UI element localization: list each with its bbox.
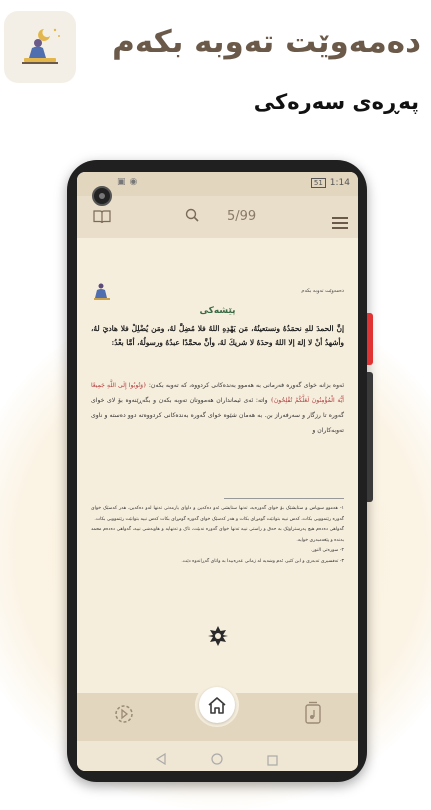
home-button[interactable] xyxy=(199,687,235,723)
screen-subtitle: پەڕەی سەرەکی xyxy=(253,90,419,114)
status-time: 1:14 xyxy=(329,178,350,188)
home-button-container xyxy=(195,683,239,727)
phone-power-button xyxy=(367,313,373,365)
system-navigation-bar xyxy=(77,741,358,771)
praying-person-icon xyxy=(14,21,66,73)
record-icon: ◉ xyxy=(129,177,138,187)
system-home-icon[interactable] xyxy=(211,750,223,769)
prayer-figure-icon xyxy=(93,282,111,306)
body-paragraph-1: ئەوە بزانە خوای گەورە فەرمانی بە هەموو بەندەکانی کردووە، کە تەوبە بکەن: xyxy=(148,382,345,389)
bottom-navigation xyxy=(77,693,358,741)
phone-volume-button xyxy=(367,372,373,502)
reader-toolbar xyxy=(77,196,358,238)
settings-icon[interactable] xyxy=(113,703,135,729)
home-icon xyxy=(207,696,227,714)
footnote: ٣- تەفسیری تەبەری و ابن کثیر، ئەم وشەیە لە زمانی عەرەبیدا بە واتای گەڕانەوە دێت. xyxy=(181,558,344,564)
phone-screen xyxy=(77,172,358,771)
app-title: دەمەوێت تەوبە بکەم xyxy=(112,24,421,60)
footnotes xyxy=(91,504,344,567)
book-page xyxy=(77,238,358,693)
status-notification-icons xyxy=(117,177,137,187)
footnote-divider xyxy=(224,498,344,499)
footnote: ١- هەموو سوپاس و ستایشێک بۆ خوای گەورەیە، تەنها ستایشی ئەو دەکەین و داوای یارمەتی تەنها لەو دەکەین، هەر کەسێک خوای گەورە رێنموویی بکات، کەس نییە بتوانێت گومڕای بکات و هەر کەسێک خوای گەورە گومڕای بکات کەس نییە بتوانێت رێنموویی بکات. xyxy=(91,506,344,522)
battery-icon: 51 xyxy=(311,178,326,188)
image-icon: ▣ xyxy=(117,177,126,187)
recent-apps-icon[interactable] xyxy=(267,751,278,770)
front-camera xyxy=(92,186,112,206)
arabic-intro: إنَّ الحمدَ للهِ نحمَدُهُ ونستعينُهُ، مَن يَهْدِهِ اللهُ فلا مُضِلَّ لهُ، ومَن يُضْلِلْ فلا هاديَ لهُ، وأشهدُ أنْ لا إلهَ إلا اللهُ وحدَهُ لا شريكَ لهُ، وأنَّ محمَّدًا عبدُهُ ورسولُهُ، أمَّا بعْدُ: xyxy=(91,324,344,347)
ornament-icon xyxy=(208,626,228,650)
running-head: دەمەوێت تەوبە بکەم xyxy=(301,288,344,294)
quran-verse: ﴿وَتُوبُوا إِلَى اللَّهِ جَمِيعًا أَيُّهَ الْمُؤْمِنُونَ لَعَلَّكُمْ تُفْلِحُونَ﴾ xyxy=(91,382,345,404)
chapter-title: پێشەکی xyxy=(199,306,236,316)
body-paragraph-2: واتە: ئەی ئیمانداران هەمووتان تەوبە بکەن و بگەڕێنەوە بۆ لای خوای گەورە تا رزگار و سەرفەراز بن. بە هەمان شێوە خوای گەورە بەندەکانی کردووەتە دوو دەستە و ناوی تەوبەکاران و xyxy=(91,397,344,434)
app-logo xyxy=(4,11,76,83)
menu-icon[interactable] xyxy=(332,214,348,233)
music-icon[interactable] xyxy=(304,701,322,729)
back-icon[interactable] xyxy=(155,750,167,769)
status-indicators xyxy=(311,178,350,188)
footnote: ٢- سورەتی النور. xyxy=(310,548,344,553)
page-indicator: 5/99 xyxy=(227,209,257,224)
footnote: گەواهی دەدەم هیچ پەرستراوێک بە حەق و راستی نییە تەنها خوای گەورە نەبێت، تاک و تەنهایە و هاوبەشی نییە، گەواهی دەدەم محمد بەندە و پێغەمبەری خوایە. xyxy=(91,527,344,543)
status-bar xyxy=(77,172,358,196)
book-icon[interactable] xyxy=(93,209,111,228)
search-icon[interactable] xyxy=(185,208,199,226)
body-text xyxy=(91,378,344,438)
